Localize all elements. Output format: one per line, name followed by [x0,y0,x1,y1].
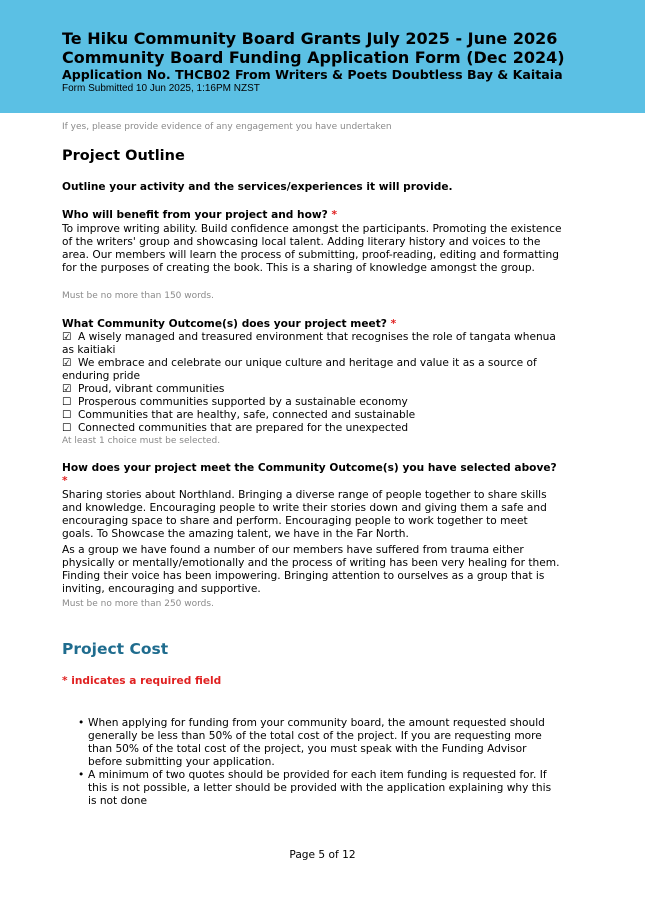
engagement-hint: If yes, please provide evidence of any engagement you have undertaken [62,122,392,132]
submitted-timestamp: Form Submitted 10 Jun 2025, 1:16PM NZST [62,83,260,94]
section-title-project-outline: Project Outline [62,148,185,164]
checkbox-checked: ☑ [62,383,72,395]
header-title-line-1: Te Hiku Community Board Grants July 2025 - June 2026 [62,29,558,48]
outcome-option [62,409,562,422]
choice-hint: At least 1 choice must be selected. [62,436,221,446]
list-item-text: When applying for funding from your community board, the amount requested should generally be less than 50% of the total cost of the project. If you are requesting more than 50% of the total cost of the project, you must speak with the Funding Advisor before submitting your application. [88,717,545,768]
question-how-meets-outcomes [62,462,562,488]
bullet-icon: • [78,717,85,729]
page-number: Page 5 of 12 [289,849,356,861]
application-number: Application No. THCB02 From Writers & Poets Doubtless Bay & Kaitaia [62,67,563,82]
answer-who-benefits: To improve writing ability. Build confidence amongst the participants. Promoting the existence of the writers' group and showcasing local talent. Adding literary history and voices to the area. Our members will learn the process of submitting, proof-reading, editing and formatting for the purposes of creating the book. This is a sharing of knowledge amongst the group. [62,223,562,274]
outcome-option-label: A wisely managed and treasured environment that recognises the role of tangata whenua as kaitiaki [62,331,556,356]
checkbox-checked: ☑ [62,357,72,369]
checkbox-unchecked: ☐ [62,396,72,408]
header-title-line-2: Community Board Funding Application Form (Dec 2024) [62,48,565,67]
list-item [78,769,560,808]
outcome-option [62,331,562,357]
required-marker: * [331,209,338,221]
outcome-option [62,357,562,383]
checkbox-checked: ☑ [62,331,72,343]
question-label: How does your project meet the Community Outcome(s) you have selected above? [62,462,557,474]
word-limit-hint-150: Must be no more than 150 words. [62,291,214,301]
question-who-benefits [62,209,562,222]
outline-intro: Outline your activity and the services/experiences it will provide. [62,181,453,193]
outcome-option-label: Proud, vibrant communities [78,383,225,395]
outcome-option-label: Connected communities that are prepared for the unexpected [78,422,409,434]
question-label: Who will benefit from your project and how? [62,209,328,221]
question-label: What Community Outcome(s) does your project meet? [62,318,387,330]
checkbox-unchecked: ☐ [62,409,72,421]
required-field-note: * indicates a required field [62,675,222,687]
question-community-outcomes [62,318,562,331]
funding-guidelines-list [78,717,560,808]
page-header [0,0,645,113]
outcome-option-label: Prosperous communities supported by a sustainable economy [78,396,408,408]
bullet-icon: • [78,769,85,781]
list-item-text: A minimum of two quotes should be provided for each item funding is requested for. If this is not possible, a letter should be provided with the application explaining why this is not done [88,769,552,807]
answer-how-meets-outcomes-p2: As a group we have found a number of our members have suffered from trauma either physically or mentally/emotionally and the process of writing has been very healing for them. Finding their voice has been impowering. Bringing attention to ourselves as a group that is inviting, encouraging and supportive. [62,544,560,595]
word-limit-hint-250: Must be no more than 250 words. [62,599,214,609]
outcome-option [62,383,562,396]
required-marker: * [62,475,68,487]
outcome-option [62,396,562,409]
outcome-option-label: Communities that are healthy, safe, connected and sustainable [78,409,416,421]
list-item [78,717,560,769]
answer-how-meets-outcomes-p1: Sharing stories about Northland. Bringing a diverse range of people together to share skills and knowledge. Encouraging people to write their stories down and giving them a safe and encouraging space to share and perform. Encouraging people to work together to meet goals. To Showcase the amazing talent, we have in the Far North. [62,489,547,540]
checkbox-unchecked: ☐ [62,422,72,434]
outcome-option [62,422,562,435]
outcome-option-label: We embrace and celebrate our unique culture and heritage and value it as a source of enduring pride [62,357,537,382]
required-marker: * [390,318,397,330]
section-title-project-cost: Project Cost [62,640,169,658]
